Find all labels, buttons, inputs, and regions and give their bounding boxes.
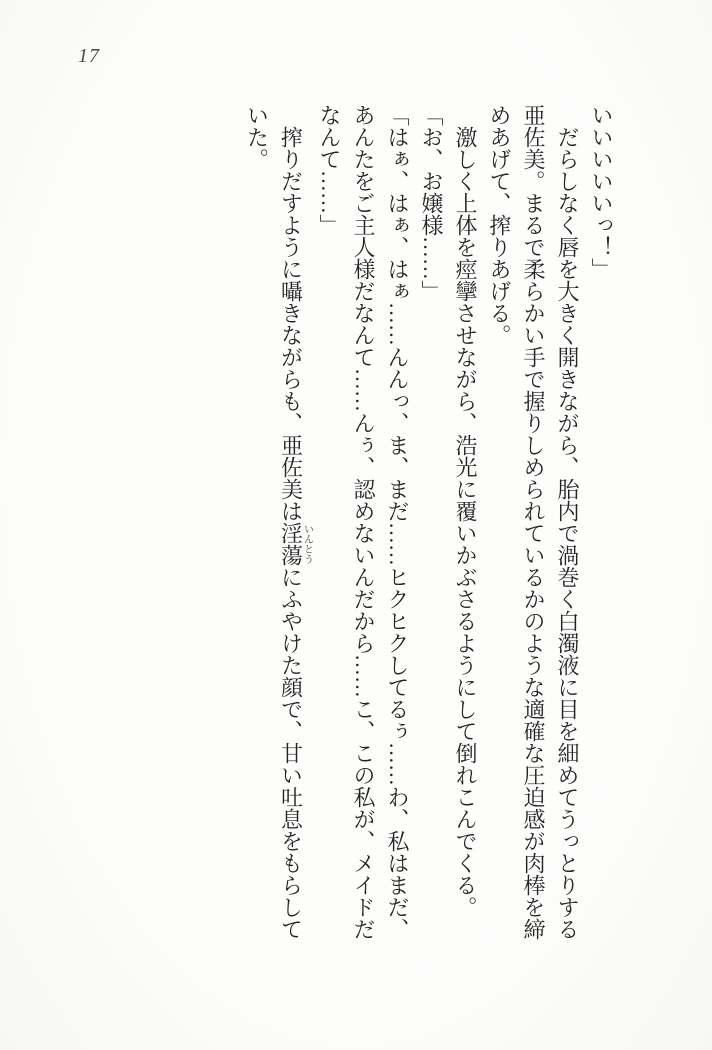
- furigana-text: いんとう: [301, 522, 313, 566]
- paragraph: 激しく上体を痙攣させながら、浩光に覆いかぶさるようにして倒れこんでくる。: [453, 126, 478, 918]
- page-number: 17: [78, 45, 100, 67]
- paragraph: いいいいいっ！」: [589, 104, 614, 280]
- paragraph: だらしなく唇を大きく開きながら、胎内で渦巻く白濁液に目を細めてうっとりする亜佐美。まるで柔らかい手で握りしめられているかのような適確な圧迫感が肉棒を締めあげて、搾りあげる。: [487, 104, 580, 940]
- page-text-block: [240, 104, 619, 944]
- paragraph: 搾りだすように囁きながらも、亜佐美は淫蕩いんとうにふやけた顔で、甘い吐息をもらしていた。: [244, 104, 313, 940]
- paragraph: 「お、お嬢様……」: [419, 104, 444, 302]
- paragraph: 「はぁ、はぁ、はぁ……んんっ、ま、まだ……ヒクヒクしてるぅ……わ、私はまだ、あんたをご主人様だなんて……んぅ、認めないんだから……こ、この私が、メイドだなんて……」: [317, 104, 410, 940]
- furigana-annotated-word: 淫蕩いんとう: [278, 522, 313, 566]
